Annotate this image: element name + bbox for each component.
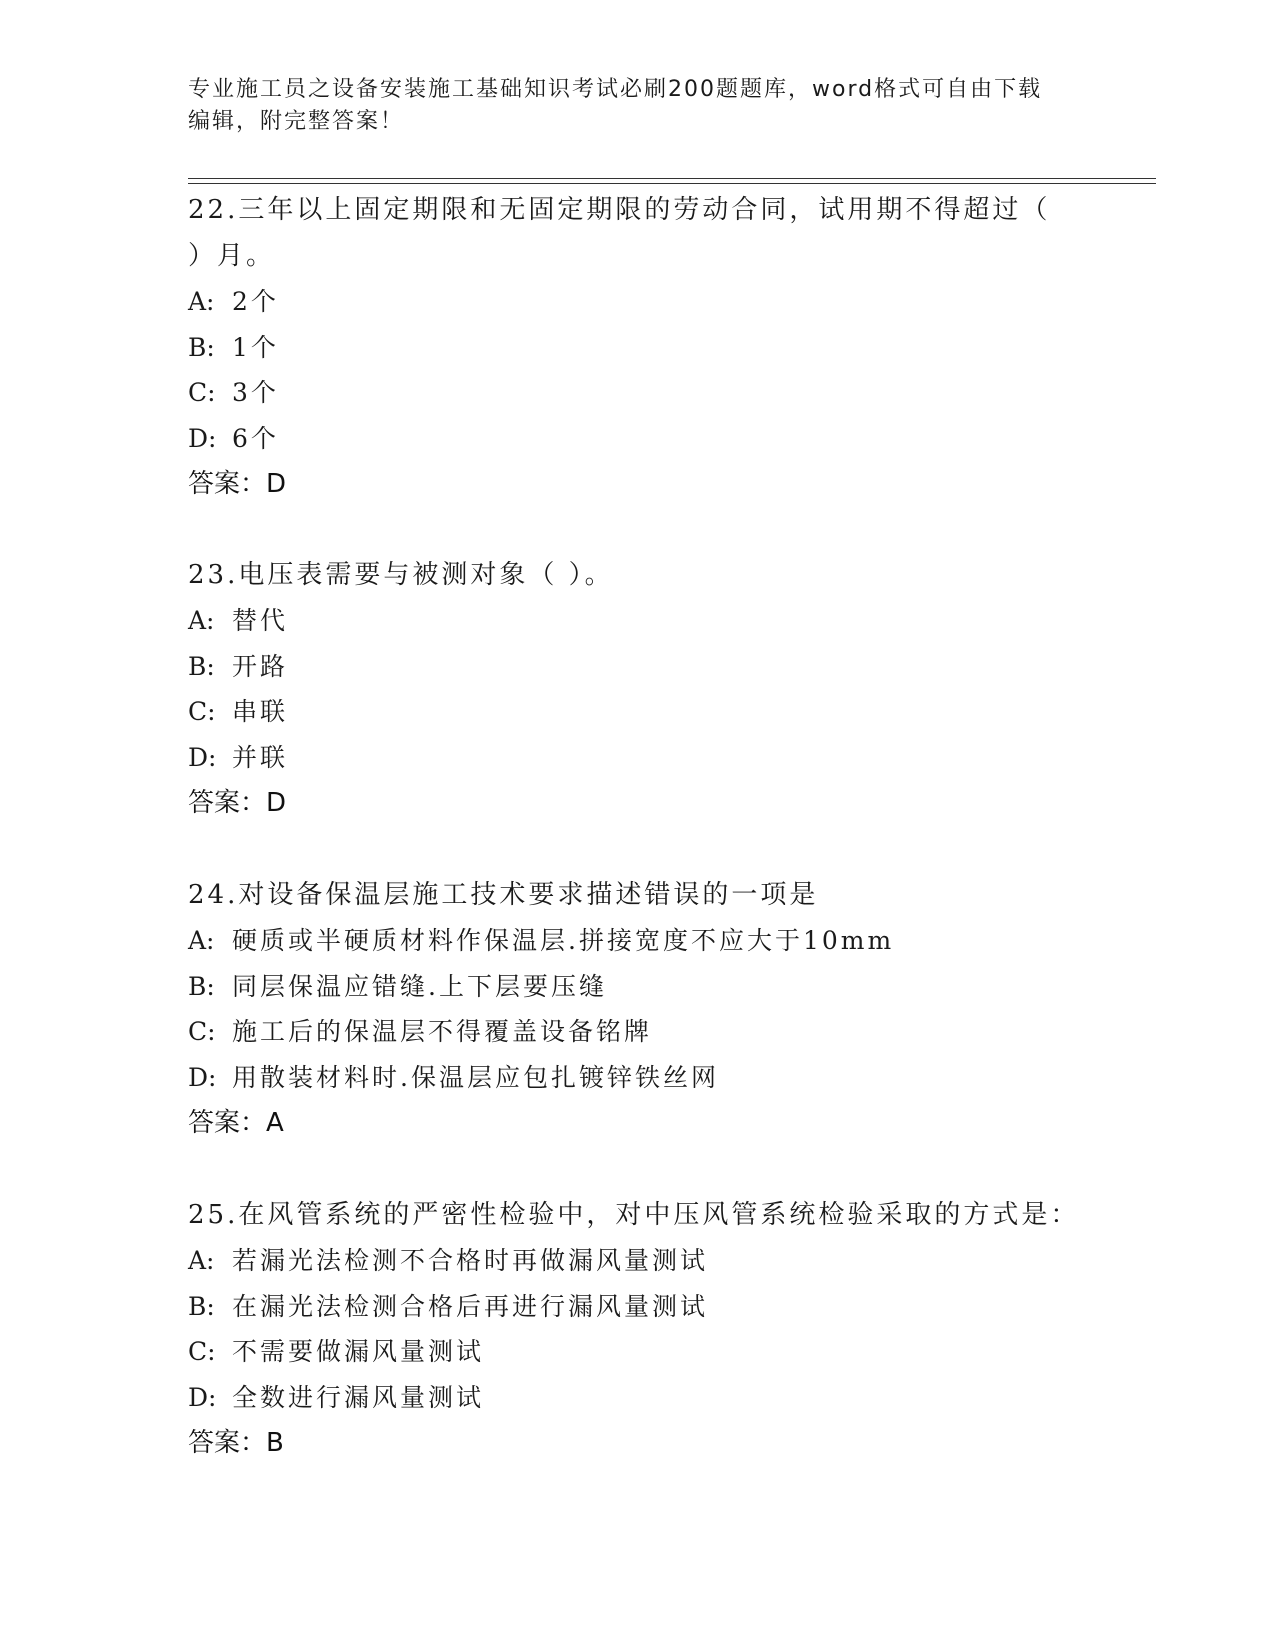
option-key: B: [188, 1291, 215, 1321]
option-key: D: [188, 1062, 217, 1092]
option-c [188, 370, 1088, 416]
document-header [188, 74, 1088, 138]
option-text: 开路 [232, 651, 289, 681]
option-d [188, 416, 1088, 462]
option-key: D: [188, 1382, 217, 1412]
option-b [188, 964, 1088, 1010]
answer-label: 答案：B [188, 1428, 284, 1458]
option-key: D: [188, 742, 217, 772]
option-text: 1个 [232, 332, 279, 362]
question-24 [188, 872, 1088, 1146]
option-text: 若漏光法检测不合格时再做漏风量测试 [232, 1246, 709, 1275]
option-text: 在漏光法检测合格后再进行漏风量测试 [232, 1291, 709, 1321]
option-d [188, 1375, 1088, 1421]
option-key: A: [188, 1246, 215, 1275]
question-23 [188, 552, 1088, 826]
option-key: B: [188, 332, 215, 362]
option-text: 6个 [232, 423, 279, 453]
option-key: C: [188, 697, 216, 726]
header-divider-top [188, 178, 1156, 179]
option-b [188, 325, 1088, 371]
option-text: 替代 [232, 606, 289, 635]
option-a [188, 279, 1088, 325]
question-stem-line: 22.三年以上固定期限和无固定期限的劳动合同，试用期不得超过（ [188, 195, 1051, 225]
option-c [188, 1329, 1088, 1375]
question-stem-line: 23.电压表需要与被测对象（ ）。 [188, 560, 614, 590]
answer-label: 答案：D [188, 469, 287, 499]
option-a [188, 918, 1088, 964]
option-key: B: [188, 971, 215, 1001]
header-divider-bottom [188, 183, 1156, 184]
option-text: 施工后的保温层不得覆盖设备铭牌 [232, 1017, 653, 1046]
question-stem-line: 24.对设备保温层施工技术要求描述错误的一项是 [188, 880, 819, 910]
option-a [188, 598, 1088, 644]
option-text: 不需要做漏风量测试 [232, 1337, 485, 1366]
option-key: C: [188, 378, 216, 407]
option-a [188, 1238, 1088, 1284]
option-key: C: [188, 1017, 216, 1046]
option-b [188, 1284, 1088, 1330]
option-d [188, 735, 1088, 781]
option-key: A: [188, 926, 215, 955]
option-key: A: [188, 287, 215, 316]
option-b [188, 644, 1088, 690]
answer-label: 答案：A [188, 1108, 284, 1138]
option-c [188, 689, 1088, 735]
header-line-2: 编辑，附完整答案！ [188, 109, 405, 134]
question-25 [188, 1192, 1088, 1466]
option-c [188, 1009, 1088, 1055]
option-text: 并联 [232, 742, 289, 772]
question-stem-line: 25.在风管系统的严密性检验中，对中压风管系统检验采取的方式是： [188, 1200, 1080, 1230]
option-key: D: [188, 423, 217, 453]
option-key: C: [188, 1337, 216, 1366]
option-d [188, 1055, 1088, 1101]
option-text: 全数进行漏风量测试 [232, 1382, 485, 1412]
answer-label: 答案：D [188, 788, 287, 818]
option-text: 3个 [232, 378, 279, 407]
question-22 [188, 187, 1088, 507]
question-stem-line: ）月。 [188, 241, 276, 271]
header-line-1: 专业施工员之设备安装施工基础知识考试必刷200题题库，word格式可自由下载 [188, 77, 1043, 102]
option-text: 硬质或半硬质材料作保温层.拼接宽度不应大于10mm [232, 926, 895, 955]
option-key: A: [188, 606, 215, 635]
option-text: 同层保温应错缝.上下层要压缝 [232, 971, 607, 1001]
option-text: 串联 [232, 697, 289, 726]
option-text: 2个 [232, 287, 279, 316]
option-key: B: [188, 651, 215, 681]
option-text: 用散装材料时.保温层应包扎镀锌铁丝网 [232, 1062, 719, 1092]
